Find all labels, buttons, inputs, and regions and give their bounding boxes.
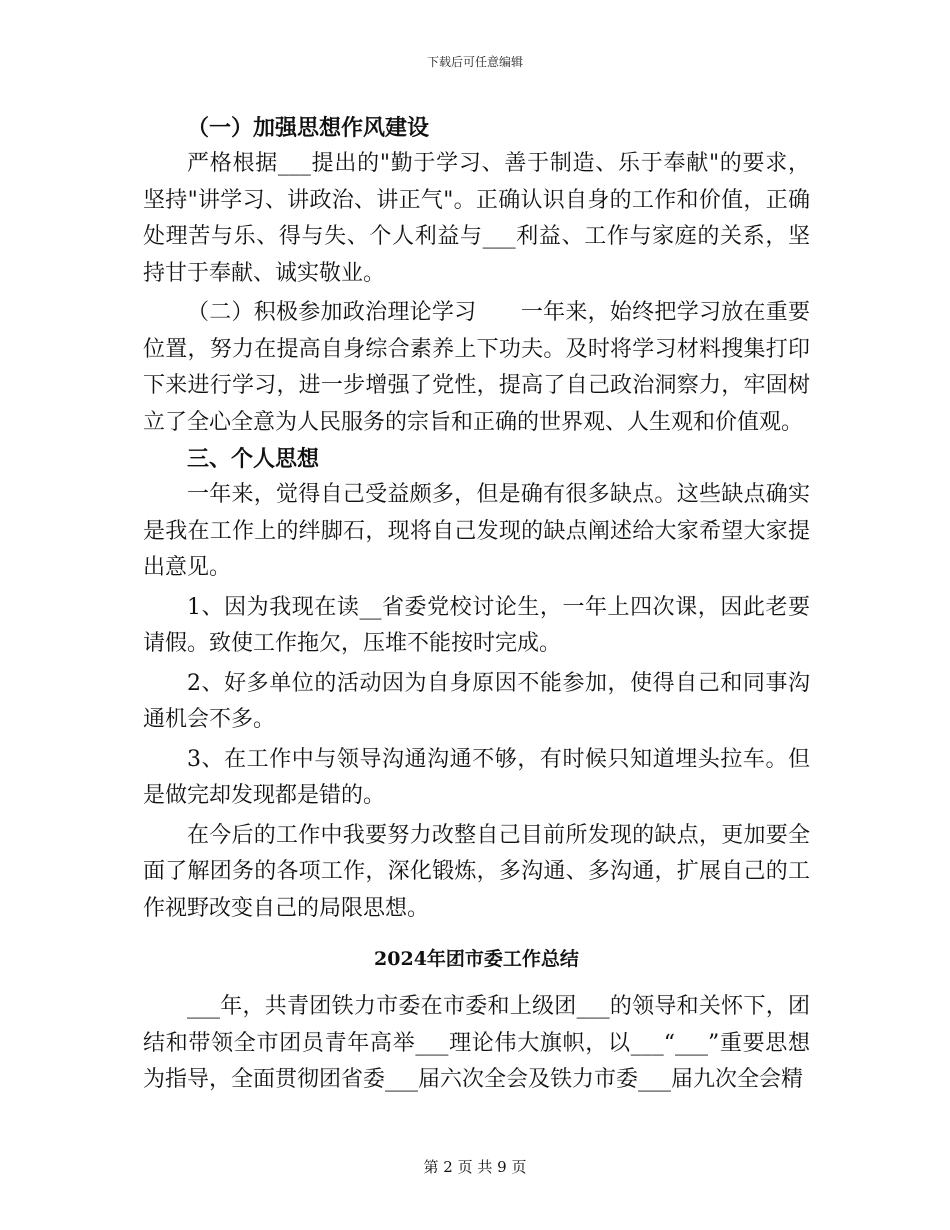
paragraph-closing: 在今后的工作中我要努力改整自己目前所发现的缺点，更加要全面了解团务的各项工作，深化锻炼，多沟通、多沟通，扩展自己的工作视野改变自己的局限思想。	[143, 822, 810, 921]
paragraph-personal-intro: 一年来，觉得自己受益颇多，但是确有很多缺点。这些缺点确实是我在工作上的绊脚石，现将自己发现的缺点阐述给大家希望大家提出意见。	[143, 482, 810, 580]
paragraph-theory-study: （二）积极参加政治理论学习 一年来，始终把学习放在重要位置，努力在提高自身综合素养上下功夫。及时将学习材料搜集打印下来进行学习，进一步增强了党性，提高了自己政治洞察力，牢固树立了全心全意为人民服务的宗旨和正确的世界观、人生观和价值观。	[143, 300, 810, 435]
page-header: 下载后可任意编辑	[426, 55, 523, 69]
list-item: 1、因为我现在读__省委党校讨论生，一年上四次课，因此老要请假。致使工作拖欠，压堆不能按时完成。	[143, 594, 810, 656]
section-heading-personal-thought: 三、个人思想	[187, 446, 320, 472]
section-heading-thought-style: （一）加强思想作风建设	[187, 115, 430, 141]
paragraph-article-intro: ___年，共青团铁力市委在市委和上级团___的领导和关怀下，团结和带领全市团员青年高举___理论伟大旗帜，以___“___”重要思想为指导，全面贯彻团省委___届六次全会及铁力市委___届九次全会精	[143, 994, 810, 1092]
document-body	[143, 110, 810, 1099]
page-footer: 第 2 页 共 9 页	[423, 1158, 527, 1176]
article-title: 2024年团市委工作总结	[374, 948, 579, 970]
paragraph-thought-style: 严格根据___提出的"勤于学习、善于制造、乐于奉献"的要求，坚持"讲学习、讲政治、讲正气"。正确认识自身的工作和价值，正确处理苦与乐、得与失、个人利益与___利益、工作与家庭的关系，坚持甘于奉献、诚实敬业。	[143, 151, 810, 286]
list-item: 3、在工作中与领导沟通沟通不够，有时候只知道埋头拉车。但是做完却发现都是错的。	[143, 746, 810, 808]
list-item: 2、好多单位的活动因为自身原因不能参加，使得自己和同事沟通机会不多。	[143, 670, 810, 732]
